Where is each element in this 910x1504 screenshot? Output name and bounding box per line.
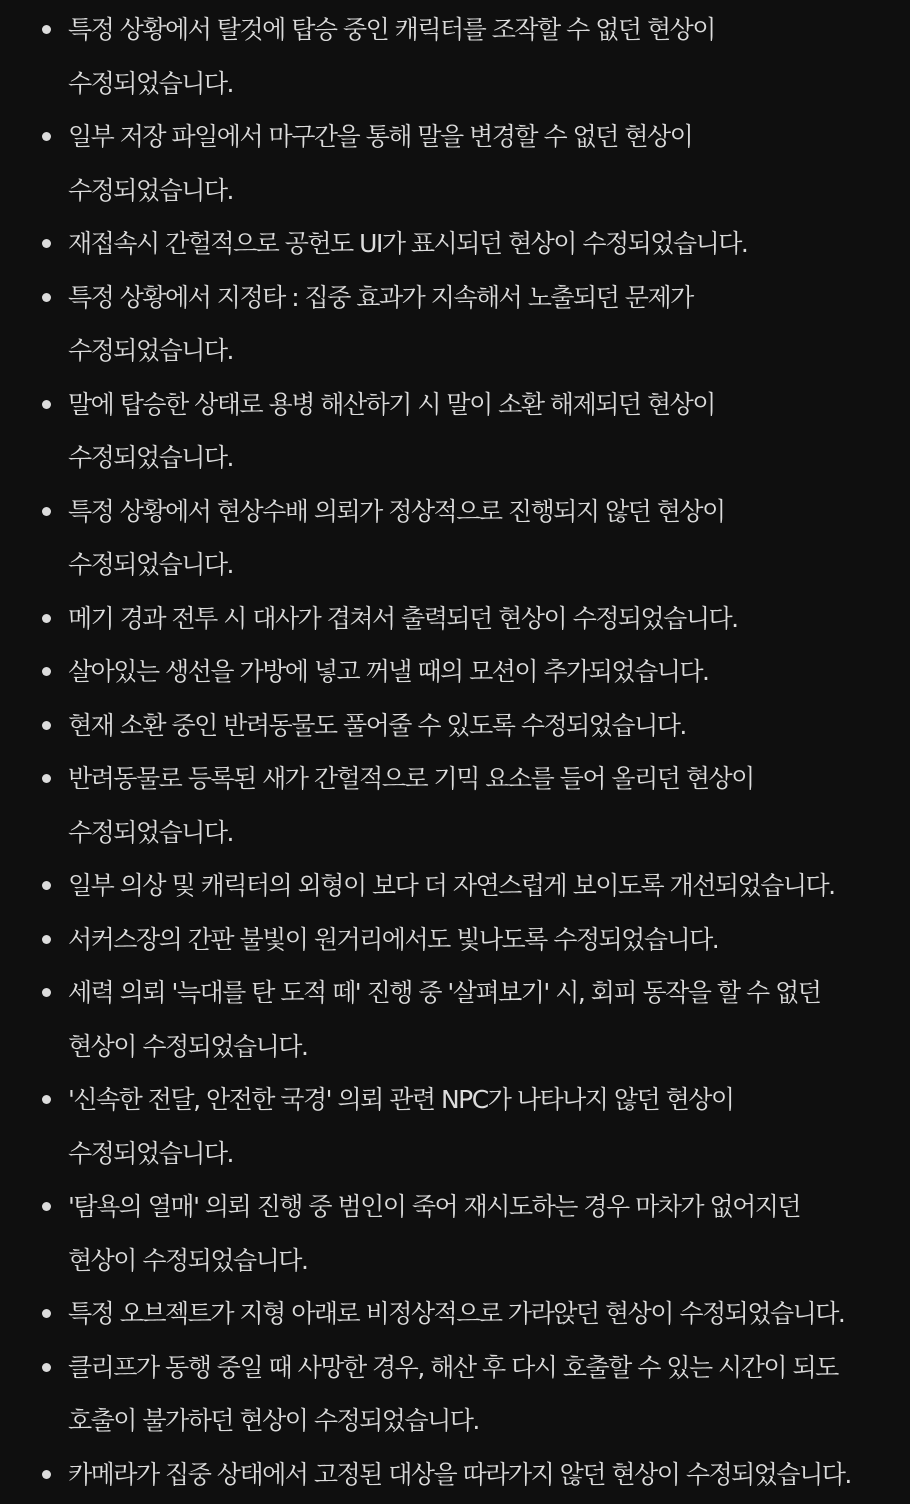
patch-note-item bbox=[0, 3, 910, 110]
patch-note-text: 수정되었습니다. bbox=[68, 336, 233, 365]
patch-note-item bbox=[0, 110, 910, 217]
patch-note-item bbox=[0, 699, 910, 753]
bullet-dot-icon bbox=[42, 25, 51, 34]
bullet-dot-icon bbox=[42, 1470, 51, 1479]
patch-note-text: '탐욕의 열매' 의뢰 진행 중 범인이 죽어 재시도하는 경우 마차가 없어지던 bbox=[68, 1192, 801, 1221]
patch-note-text: 수정되었습니다. bbox=[68, 443, 233, 472]
patch-note-text: 일부 저장 파일에서 마구간을 통해 말을 변경할 수 없던 현상이 bbox=[68, 122, 693, 151]
bullet-dot-icon bbox=[42, 881, 51, 890]
patch-note-text: 호출이 불가하던 현상이 수정되었습니다. bbox=[68, 1406, 479, 1435]
bullet-dot-icon bbox=[42, 721, 51, 730]
patch-note-text: 수정되었습니다. bbox=[68, 68, 233, 98]
patch-note-item bbox=[0, 1180, 910, 1287]
patch-note-item bbox=[0, 966, 910, 1073]
patch-note-item bbox=[0, 1448, 910, 1502]
bullet-dot-icon bbox=[42, 1309, 51, 1318]
patch-note-text: 카메라가 집중 상태에서 고정된 대상을 따라가지 않던 현상이 수정되었습니다. bbox=[68, 1459, 851, 1489]
patch-note-item bbox=[0, 378, 910, 485]
patch-note-item bbox=[0, 645, 910, 699]
patch-note-text: 특정 상황에서 현상수배 의뢰가 정상적으로 진행되지 않던 현상이 bbox=[68, 496, 725, 526]
patch-note-text: 클리프가 동행 중일 때 사망한 경우, 해산 후 다시 호출할 수 있는 시간이 되도 bbox=[68, 1352, 838, 1382]
bullet-dot-icon bbox=[42, 774, 51, 783]
patch-note-text: 특정 오브젝트가 지형 아래로 비정상적으로 가라앉던 현상이 수정되었습니다. bbox=[68, 1299, 845, 1328]
patch-note-item bbox=[0, 592, 910, 646]
patch-note-item bbox=[0, 1073, 910, 1180]
patch-note-item bbox=[0, 485, 910, 592]
bullet-dot-icon bbox=[42, 132, 51, 141]
bullet-dot-icon bbox=[42, 988, 51, 997]
patch-note-text: 반려동물로 등록된 새가 간헐적으로 기믹 요소를 들어 올리던 현상이 bbox=[68, 764, 754, 793]
patch-note-text: 현상이 수정되었습니다. bbox=[68, 1031, 308, 1061]
patch-note-item bbox=[0, 1287, 910, 1341]
patch-note-text: 수정되었습니다. bbox=[68, 817, 233, 847]
patch-note-text: 메기 경과 전투 시 대사가 겹쳐서 출력되던 현상이 수정되었습니다. bbox=[68, 603, 738, 633]
bullet-dot-icon bbox=[42, 1363, 51, 1372]
patch-note-item bbox=[0, 859, 910, 913]
bullet-dot-icon bbox=[42, 935, 51, 944]
patch-note-text: 특정 상황에서 지정타 : 집중 효과가 지속해서 노출되던 문제가 bbox=[68, 282, 693, 312]
patch-note-text: 말에 탑승한 상태로 용병 해산하기 시 말이 소환 해제되던 현상이 bbox=[68, 389, 715, 419]
bullet-dot-icon bbox=[42, 293, 51, 302]
patch-note-text: 수정되었습니다. bbox=[68, 1138, 233, 1168]
bullet-dot-icon bbox=[42, 614, 51, 623]
bullet-dot-icon bbox=[42, 400, 51, 409]
bullet-dot-icon bbox=[42, 667, 51, 676]
patch-note-text: 현상이 수정되었습니다. bbox=[68, 1245, 308, 1275]
patch-note-item bbox=[0, 271, 910, 378]
patch-note-text: 서커스장의 간판 불빛이 원거리에서도 빛나도록 수정되었습니다. bbox=[68, 924, 719, 954]
patch-note-text: 현재 소환 중인 반려동물도 풀어줄 수 있도록 수정되었습니다. bbox=[68, 710, 686, 740]
bullet-dot-icon bbox=[42, 1202, 51, 1211]
patch-note-text: 세력 의뢰 '늑대를 탄 도적 떼' 진행 중 '살펴보기' 시, 회피 동작을 할 수 없던 bbox=[68, 978, 821, 1007]
patch-note-item bbox=[0, 913, 910, 967]
patch-note-text: 일부 의상 및 캐릭터의 외형이 보다 더 자연스럽게 보이도록 개선되었습니다. bbox=[68, 871, 835, 900]
patch-note-text: '신속한 전달, 안전한 국경' 의뢰 관련 NPC가 나타나지 않던 현상이 bbox=[68, 1085, 734, 1114]
bullet-dot-icon bbox=[42, 507, 51, 516]
patch-note-text: 살아있는 생선을 가방에 넣고 꺼낼 때의 모션이 추가되었습니다. bbox=[68, 657, 709, 686]
bullet-dot-icon bbox=[42, 1095, 51, 1104]
patch-note-item bbox=[0, 217, 910, 271]
patch-note-item bbox=[0, 752, 910, 859]
bullet-dot-icon bbox=[42, 239, 51, 248]
patch-note-text: 수정되었습니다. bbox=[68, 550, 233, 579]
patch-note-text: 수정되었습니다. bbox=[68, 175, 233, 205]
patch-note-text: 재접속시 간헐적으로 공헌도 UI가 표시되던 현상이 수정되었습니다. bbox=[68, 229, 748, 258]
patch-note-text: 특정 상황에서 탈것에 탑승 중인 캐릭터를 조작할 수 없던 현상이 bbox=[68, 15, 715, 44]
patch-note-item bbox=[0, 1341, 910, 1448]
